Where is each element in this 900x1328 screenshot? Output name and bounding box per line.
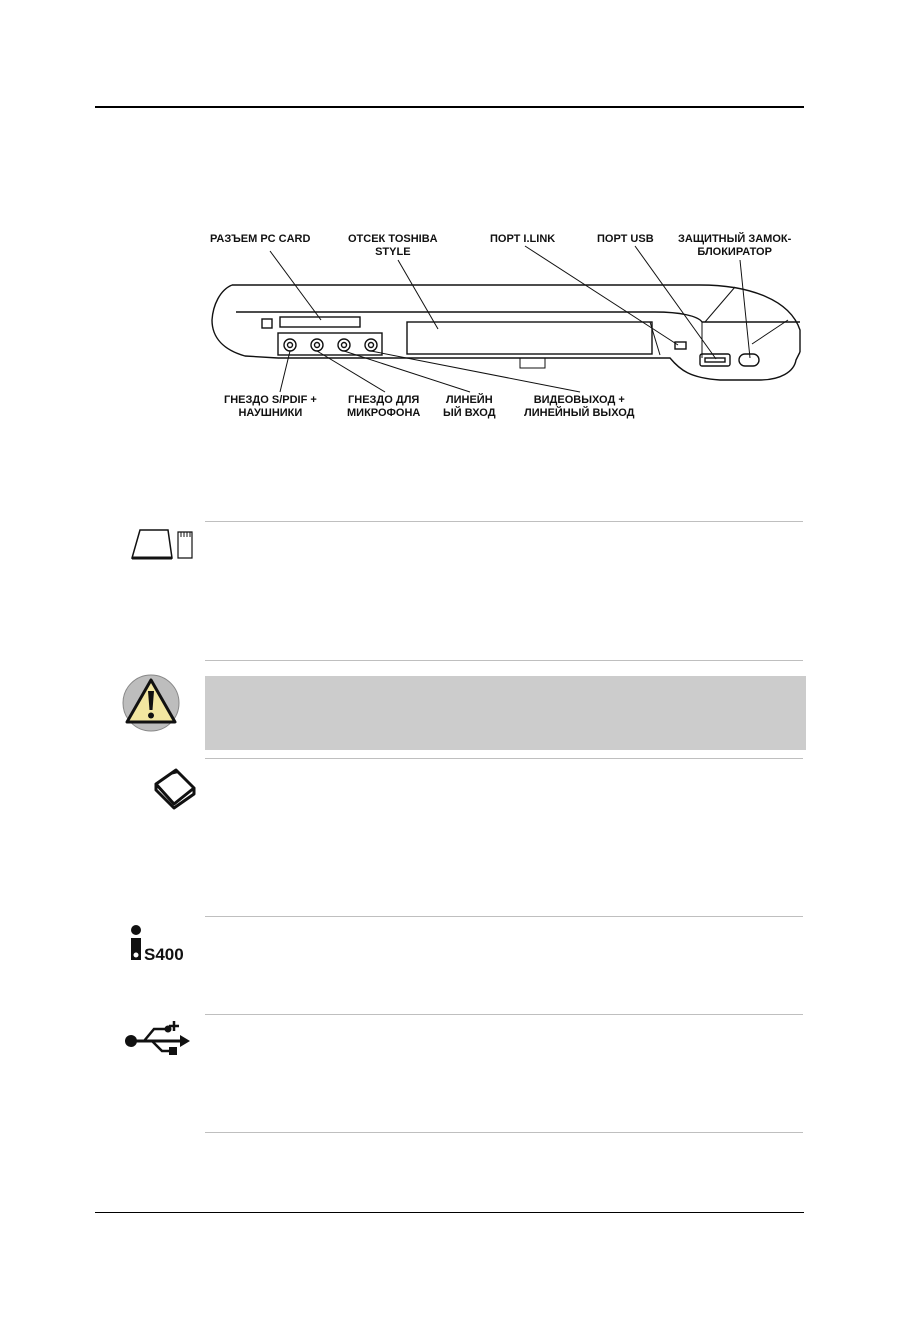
section-separator — [205, 758, 803, 759]
footer-rule — [95, 1212, 804, 1213]
label-video-line-out: ВИДЕОВЫХОД + ЛИНЕЙНЫЙ ВЫХОД — [524, 394, 635, 419]
section-separator — [205, 1014, 803, 1015]
label-pc-card-slot: РАЗЪЕМ PC CARD — [210, 233, 311, 245]
laptop-outline — [212, 285, 800, 380]
label-ilink-port: ПОРТ I.LINK — [490, 233, 556, 245]
label-security-lock: ЗАЩИТНЫЙ ЗАМОК- БЛОКИРАТОР — [678, 233, 792, 258]
label-toshiba-style-bay: ОТСЕК TOSHIBA STYLE — [348, 233, 438, 258]
section-separator — [205, 1132, 803, 1133]
label-spdif-headphones: ГНЕЗДО S/PDIF + НАУШНИКИ — [224, 394, 317, 419]
section-separator — [205, 916, 803, 917]
section-separator — [205, 521, 803, 522]
caution-triangle-icon — [122, 674, 180, 732]
section-separator — [205, 660, 803, 661]
callout-leader-lines — [270, 246, 750, 392]
caution-box — [205, 676, 806, 750]
label-line-in: ЛИНЕЙН ЫЙ ВХОД — [443, 394, 496, 419]
usb-icon — [122, 1020, 194, 1060]
label-usb-port: ПОРТ USB — [597, 233, 654, 245]
label-mic-jack: ГНЕЗДО ДЛЯ МИКРОФОНА — [347, 394, 421, 419]
i-link-s400-text: S400 — [144, 945, 184, 964]
memory-card-icon — [150, 766, 200, 810]
i-link-icon — [122, 922, 198, 966]
pc-card-sd-icon — [128, 528, 198, 564]
laptop-side-view-figure — [0, 0, 900, 430]
